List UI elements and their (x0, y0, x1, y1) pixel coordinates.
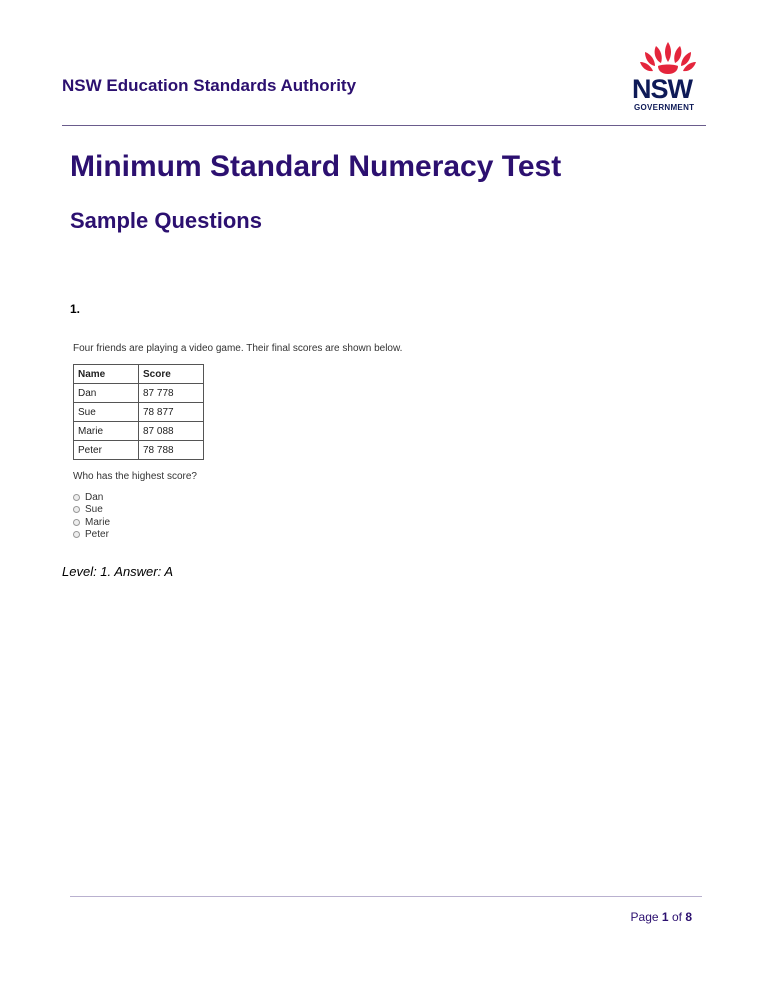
table-cell: 87 778 (139, 384, 204, 403)
option-marie[interactable] (73, 516, 110, 529)
table-header-cell: Name (74, 365, 139, 384)
table-cell: Marie (74, 422, 139, 441)
table-cell: 78 877 (139, 403, 204, 422)
logo-wordmark: NSW (632, 74, 692, 104)
logo-subtext: GOVERNMENT (634, 103, 695, 112)
table-cell: Peter (74, 441, 139, 460)
nsw-government-logo (628, 42, 708, 114)
table-cell: 87 088 (139, 422, 204, 441)
table-row (74, 441, 204, 460)
option-label: Peter (85, 529, 109, 541)
table-header-row (74, 365, 204, 384)
scores-table (73, 364, 204, 460)
page-total: 8 (685, 910, 692, 924)
footer-divider (70, 896, 702, 897)
radio-icon[interactable] (73, 506, 80, 513)
question-prompt: Who has the highest score? (73, 471, 197, 482)
table-cell: 78 788 (139, 441, 204, 460)
level-answer: Level: 1. Answer: A (62, 564, 174, 579)
option-label: Sue (85, 504, 103, 516)
page-of: of (671, 910, 682, 924)
waratah-icon (628, 42, 708, 76)
table-header-cell: Score (139, 365, 204, 384)
document-subtitle: Sample Questions (70, 208, 262, 233)
table-row (74, 422, 204, 441)
radio-icon[interactable] (73, 519, 80, 526)
table-row (74, 403, 204, 422)
answer-options (73, 491, 110, 541)
page-current: 1 (661, 910, 669, 924)
table-cell: Dan (74, 384, 139, 403)
option-peter[interactable] (73, 529, 110, 542)
option-label: Dan (85, 491, 104, 503)
page-label: Page (630, 910, 659, 924)
option-dan[interactable] (73, 491, 110, 504)
option-sue[interactable] (73, 504, 110, 517)
header-divider (62, 125, 706, 126)
option-label: Marie (85, 516, 111, 528)
page-number (620, 910, 692, 924)
radio-icon[interactable] (73, 494, 80, 501)
radio-icon[interactable] (73, 531, 80, 538)
table-row (74, 384, 204, 403)
table-cell: Sue (74, 403, 139, 422)
org-name: NSW Education Standards Authority (62, 76, 357, 95)
question-stem: Four friends are playing a video game. Their final scores are shown below. (73, 343, 403, 354)
document-title: Minimum Standard Numeracy Test (70, 150, 562, 183)
question-number: 1. (70, 302, 81, 316)
